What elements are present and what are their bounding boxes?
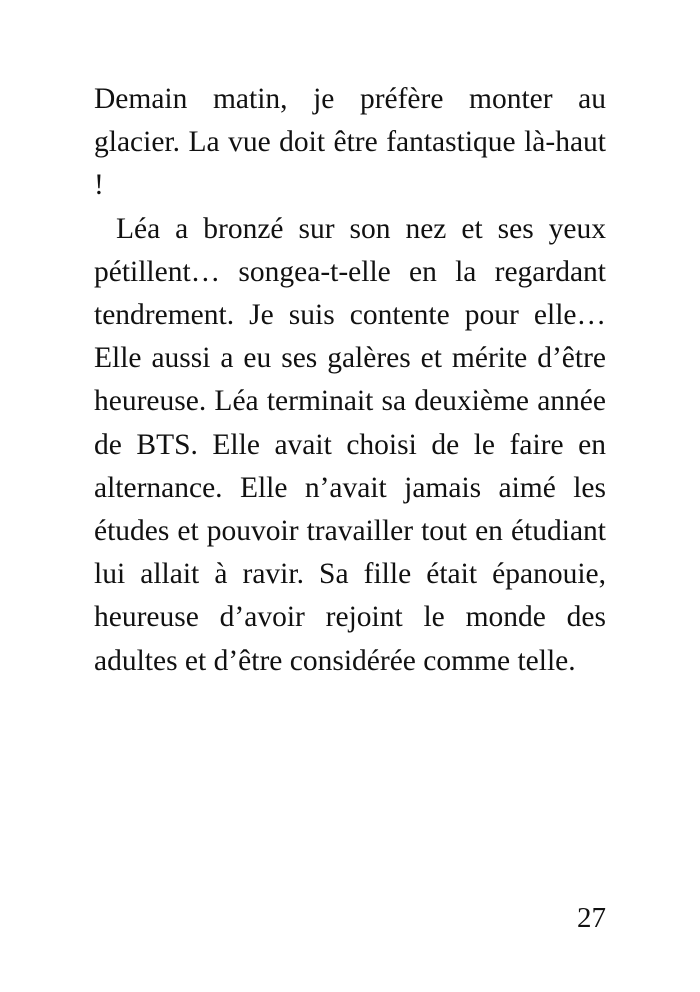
paragraph-2: Léa a bronzé sur son nez et ses yeux pétillent… songea-t-elle en la regardant tendrement. Je suis contente pour elle… Elle aussi a eu ses galères et mérite d’être heureuse. Léa terminait sa deuxième année de BTS. Elle avait choisi de le faire en alternance. Elle n’avait jamais aimé les études et pouvoir travailler tout en étudiant lui allait à ravir. Sa fille était épanouie, heureuse d’avoir rejoint le monde des adultes et d’être considérée comme telle. (94, 212, 606, 677)
page-number: 27 (577, 902, 606, 934)
body-text (94, 78, 606, 683)
paragraph-1: Demain matin, je préfère monter au glacier. La vue doit être fantastique là-haut ! (94, 83, 606, 202)
